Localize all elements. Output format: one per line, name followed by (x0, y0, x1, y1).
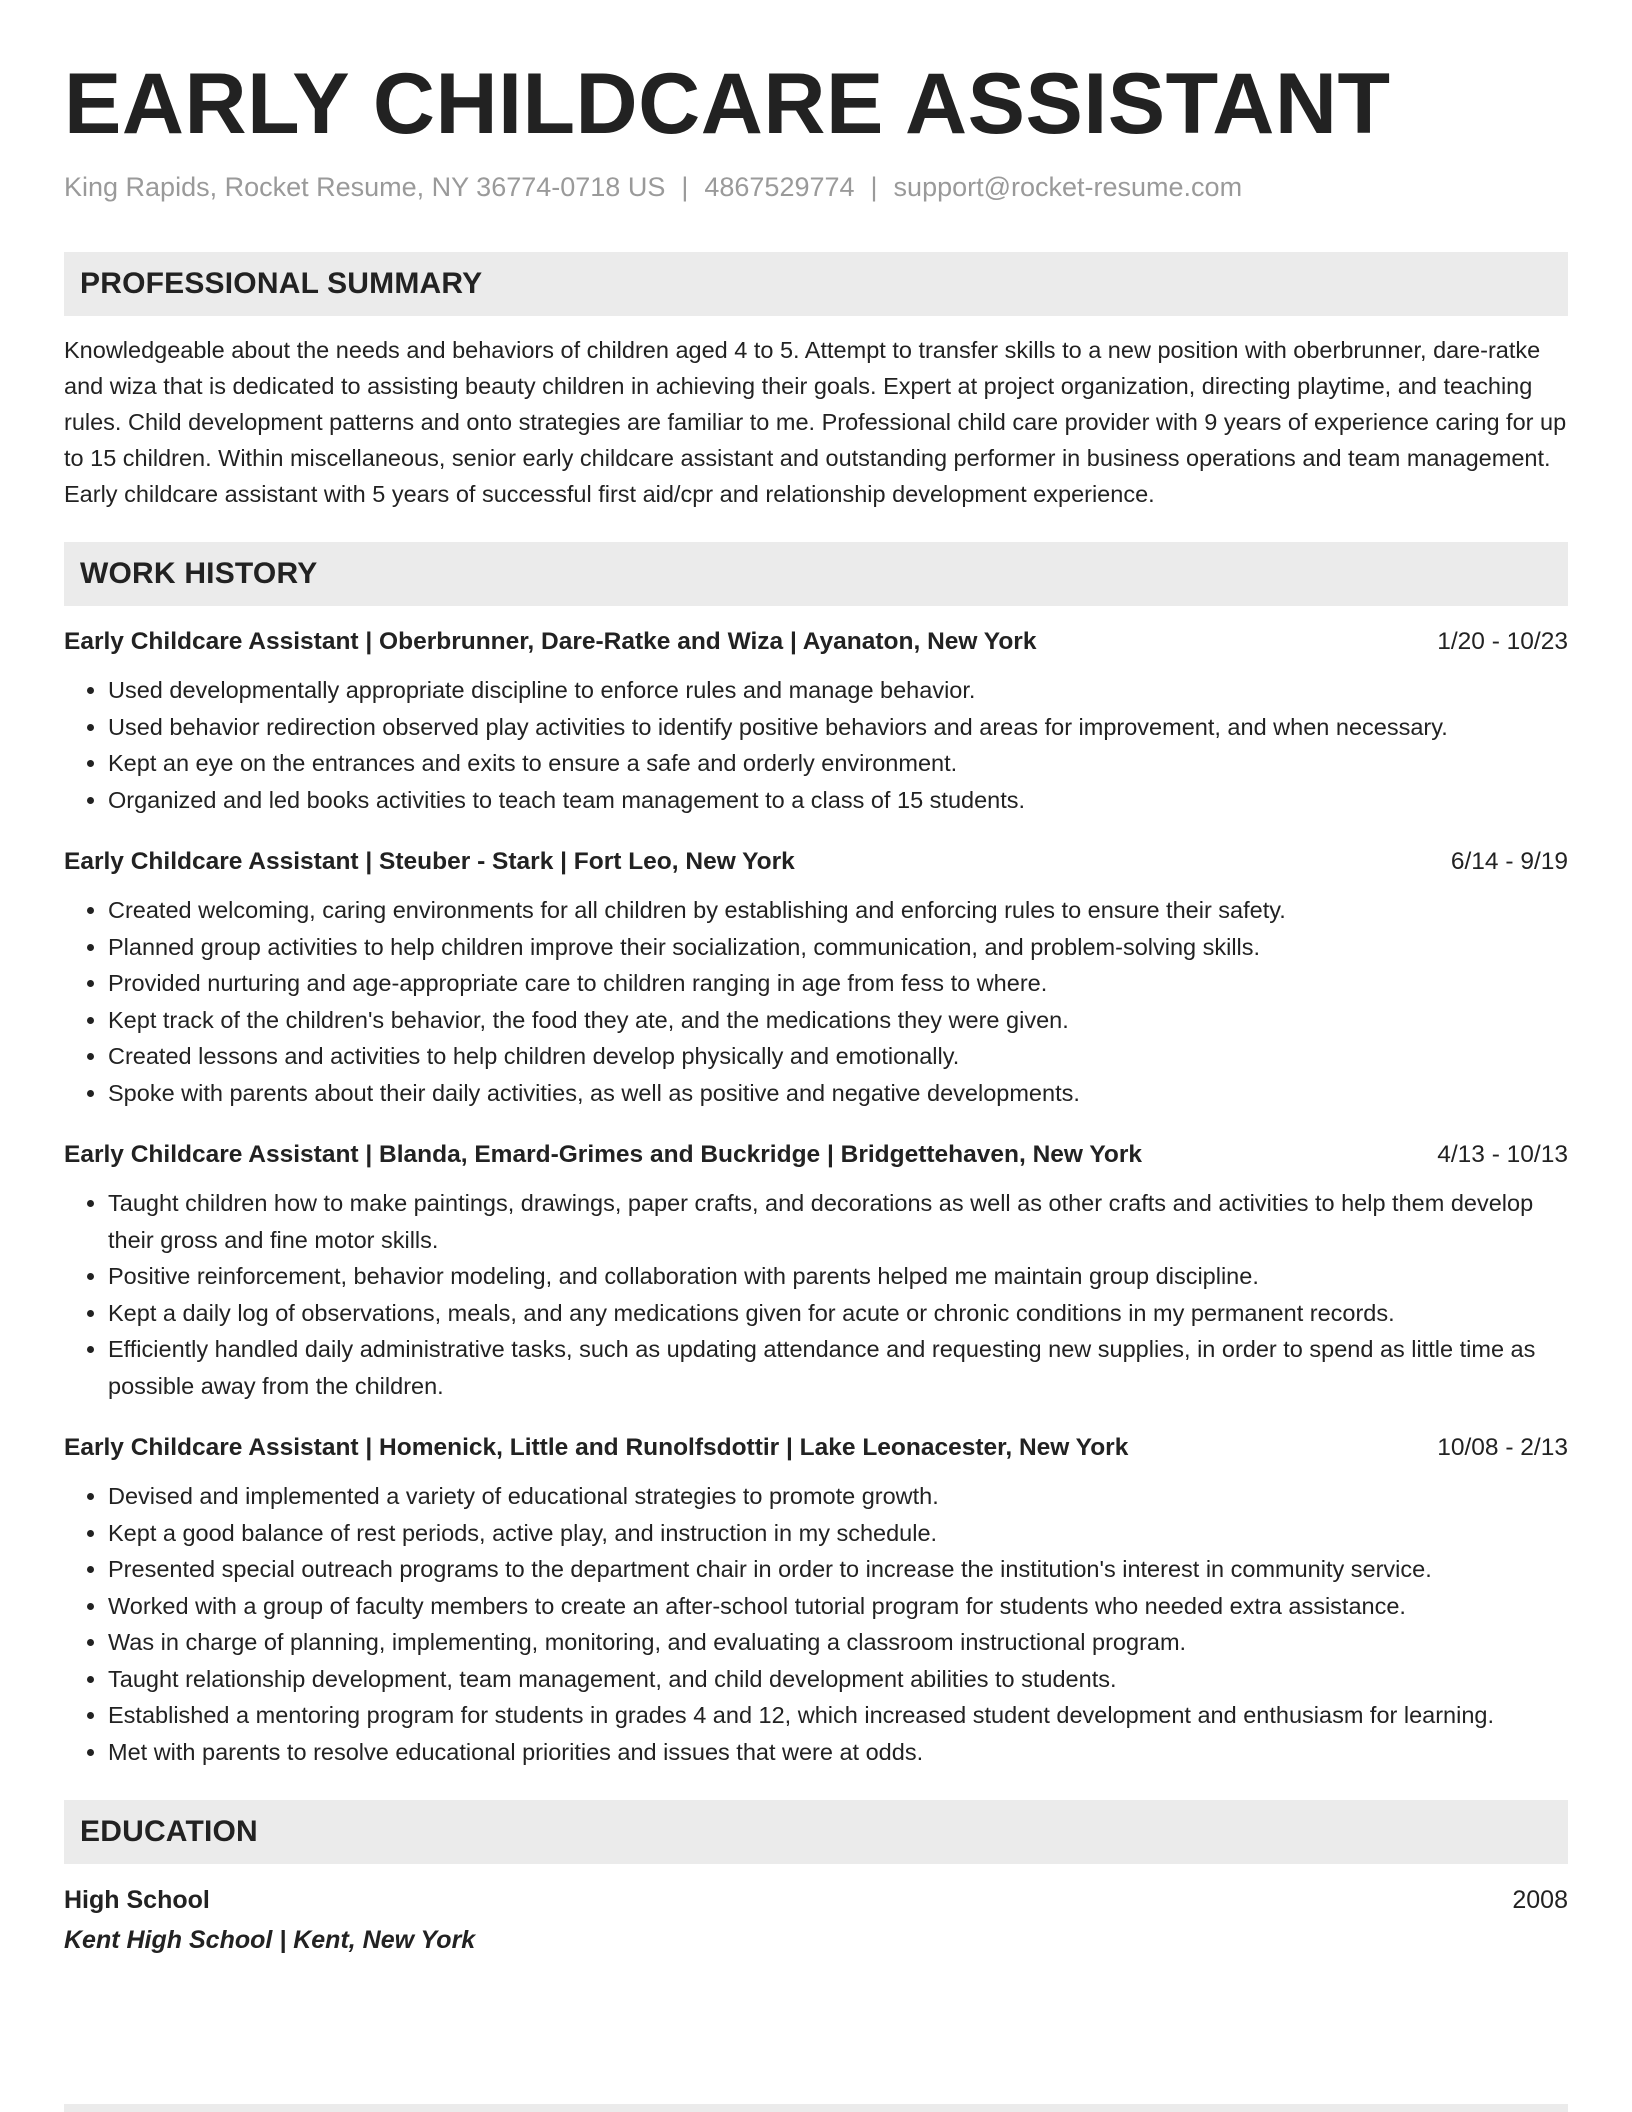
job-title: Early Childcare Assistant | Blanda, Emard-Grimes and Buckridge | Bridgettehaven, New York (64, 1141, 1142, 1168)
job-bullet: • Kept a daily log of observations, meals, and any medications given for acute or chronic conditions in my permanent records. (108, 1295, 1568, 1332)
job-header (64, 844, 1568, 880)
job-entry (64, 1137, 1568, 1404)
job-title: Early Childcare Assistant | Homenick, Little and Runolfsdottir | Lake Leonacester, New York (64, 1434, 1129, 1461)
job-bullet: • Used developmentally appropriate discipline to enforce rules and manage behavior. (108, 672, 1568, 709)
job-bullet: • Met with parents to resolve educational priorities and issues that were at odds. (108, 1734, 1568, 1771)
job-bullet: • Taught relationship development, team management, and child development abilities to students. (108, 1661, 1568, 1698)
contact-phone: 4867529774 (704, 172, 855, 202)
job-bullet: • Kept track of the children's behavior, the food they ate, and the medications they were given. (108, 1002, 1568, 1039)
job-bullet: • Taught children how to make paintings, drawings, paper crafts, and decorations as well as other crafts and activities to help them develop their gross and fine motor skills. (108, 1185, 1568, 1258)
job-bullet-list (64, 892, 1568, 1111)
job-bullet: • Used behavior redirection observed play activities to identify positive behaviors and areas for improvement, and when necessary. (108, 709, 1568, 746)
summary-heading: PROFESSIONAL SUMMARY (80, 267, 483, 300)
job-bullet: • Kept an eye on the entrances and exits to ensure a safe and orderly environment. (108, 745, 1568, 782)
resume-name: EARLY CHILDCARE ASSISTANT (64, 56, 1391, 152)
education-row (64, 1882, 1568, 1918)
job-bullet: • Devised and implemented a variety of educational strategies to promote growth. (108, 1478, 1568, 1515)
education-section-header (64, 1800, 1568, 1864)
work-heading: WORK HISTORY (80, 557, 318, 590)
job-bullet: • Planned group activities to help children improve their socialization, communication, and problem-solving skills. (108, 929, 1568, 966)
job-dates: 10/08 - 2/13 (1437, 1434, 1568, 1461)
job-header (64, 1430, 1568, 1466)
summary-section-header (64, 252, 1568, 316)
contact-line (64, 170, 1568, 204)
job-bullet: • Presented special outreach programs to the department chair in order to increase the institution's interest in community service. (108, 1551, 1568, 1588)
job-header (64, 624, 1568, 660)
job-bullet: • Efficiently handled daily administrative tasks, such as updating attendance and requesting new supplies, in order to spend as little time as possible away from the children. (108, 1331, 1568, 1404)
contact-email: support@rocket-resume.com (893, 172, 1243, 202)
education-degree: High School (64, 1886, 210, 1914)
job-dates: 1/20 - 10/23 (1437, 628, 1568, 655)
job-bullet-list (64, 1478, 1568, 1770)
education-year: 2008 (1512, 1886, 1568, 1914)
next-section-header-edge (64, 2104, 1568, 2112)
job-dates: 6/14 - 9/19 (1450, 848, 1568, 875)
job-header (64, 1137, 1568, 1173)
job-bullet: • Provided nurturing and age-appropriate care to children ranging in age from fess to where. (108, 965, 1568, 1002)
job-bullet: • Organized and led books activities to teach team management to a class of 15 students. (108, 782, 1568, 819)
job-bullet: • Positive reinforcement, behavior modeling, and collaboration with parents helped me maintain group discipline. (108, 1258, 1568, 1295)
job-bullet-list (64, 1185, 1568, 1404)
job-bullet: • Was in charge of planning, implementing, monitoring, and evaluating a classroom instructional program. (108, 1624, 1568, 1661)
education-school: Kent High School | Kent, New York (64, 1926, 476, 1954)
job-dates: 4/13 - 10/13 (1437, 1141, 1568, 1168)
contact-separator: | (870, 172, 878, 202)
contact-address: King Rapids, Rocket Resume, NY 36774-0718 US (64, 172, 666, 202)
summary-text: Knowledgeable about the needs and behaviors of children aged 4 to 5. Attempt to transfer skills to a new position with oberbrunner, dare-ratke and wiza that is dedicated to assisting beauty children in achieving their goals. Expert at project organization, directing playtime, and teaching rules. Child development patterns and onto strategies are familiar to me. Professional child care provider with 9 years of experience caring for up to 15 children. Within miscellaneous, senior early childcare assistant and outstanding performer in business operations and team management. Early childcare assistant with 5 years of successful first aid/cpr and relationship development experience. (64, 337, 1567, 507)
education-heading: EDUCATION (80, 1815, 258, 1848)
job-bullet: • Created welcoming, caring environments for all children by establishing and enforcing rules to ensure their safety. (108, 892, 1568, 929)
job-title: Early Childcare Assistant | Oberbrunner, Dare-Ratke and Wiza | Ayanaton, New York (64, 628, 1037, 655)
work-history-list (64, 624, 1568, 1770)
job-bullet: • Kept a good balance of rest periods, active play, and instruction in my schedule. (108, 1515, 1568, 1552)
job-entry (64, 1430, 1568, 1770)
job-entry (64, 624, 1568, 818)
job-bullet: • Established a mentoring program for students in grades 4 and 12, which increased student development and enthusiasm for learning. (108, 1697, 1568, 1734)
work-section-header (64, 542, 1568, 606)
contact-separator: | (681, 172, 689, 202)
job-entry (64, 844, 1568, 1111)
job-bullet: • Spoke with parents about their daily activities, as well as positive and negative developments. (108, 1075, 1568, 1112)
job-bullet: • Created lessons and activities to help children develop physically and emotionally. (108, 1038, 1568, 1075)
job-title: Early Childcare Assistant | Steuber - Stark | Fort Leo, New York (64, 848, 795, 875)
job-bullet-list (64, 672, 1568, 818)
job-bullet: • Worked with a group of faculty members to create an after-school tutorial program for students who needed extra assistance. (108, 1588, 1568, 1625)
